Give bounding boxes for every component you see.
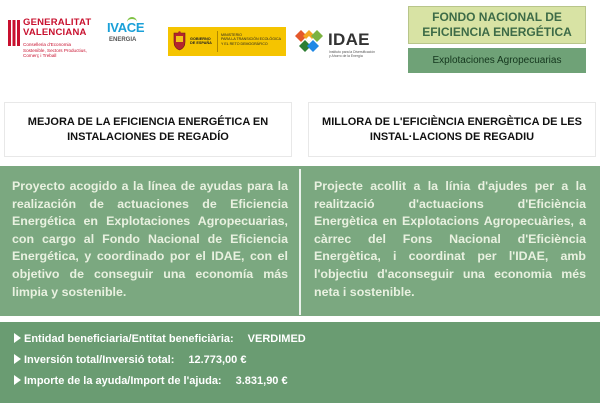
play-arrow-icon	[14, 375, 21, 385]
gva-subtitle	[23, 42, 113, 59]
title-va-line2: INSTAL·LACIONS DE REGADIU	[369, 130, 535, 143]
gobierno-divider	[217, 31, 218, 52]
beneficiary-label: Entidad beneficiaria/Entitat beneficiària:	[24, 333, 234, 345]
fund-subtitle-band: Explotaciones Agropecuarias	[408, 48, 586, 73]
fund-title-line1: FONDO NACIONAL DE	[432, 10, 562, 24]
coat-of-arms-icon	[172, 31, 187, 51]
gobierno-line1: GOBIERNO	[190, 37, 211, 41]
beneficiary-value: VERDIMED	[247, 333, 306, 345]
gobierno-espana-logo	[168, 27, 286, 56]
aid-value: 3.831,90 €	[235, 375, 288, 387]
gobierno-label	[190, 37, 212, 46]
idae-subtitle-line1: Instituto para la Diversificación	[329, 50, 375, 54]
ivace-name: IVACE	[107, 20, 145, 35]
ministerio-line1: MINISTERIO	[221, 33, 242, 37]
investment-row	[14, 353, 246, 367]
gva-subtitle-line3: Comerç i Treball	[23, 53, 57, 59]
gva-title-line1: GENERALITAT	[23, 17, 92, 28]
fund-title-box	[408, 6, 586, 44]
ivace-subtitle: ENERGIA	[109, 37, 137, 43]
ministerio-line2: PARA LA TRANSICIÓN ECOLÓGICA	[221, 37, 281, 42]
idae-name: IDAE	[328, 30, 370, 49]
play-arrow-icon	[14, 333, 21, 343]
gva-subtitle-line1: Conselleria d'Economia	[23, 42, 72, 47]
idae-subtitle-line2: y Ahorro de la Energía	[329, 54, 363, 58]
investment-value: 12.773,00 €	[188, 354, 247, 366]
gva-title-line2: VALENCIANA	[23, 27, 87, 38]
ministerio-label	[221, 33, 283, 46]
title-va-line1: MILLORA DE L'EFICIÈNCIA ENERGÈTICA DE LES	[322, 115, 582, 128]
idae-logo	[292, 26, 382, 60]
description-va: Projecte acollit a la línia d'ajudes per a la realització d'actuacions d'Eficiència Energètica en Explotacions Agropecuàries, a càrrec del Fons Nacional d'Eficiència Energètica, i coordinat per l'IDAE, amb l'objectiu d'aconseguir una economia més neta i sostenible.	[314, 179, 586, 299]
ministerio-line3: Y EL RETO DEMOGRÁFICO	[221, 41, 268, 46]
description-es: Proyecto acogido a la línea de ayudas para la realización de actuaciones de Eficiencia Energética en Explotaciones Agropecuarias, con cargo al Fondo Nacional de Eficiencia Energética, y coordinado por el IDAE, con el objetivo de conseguir una economía más limpia y sostenible.	[12, 179, 288, 299]
ivace-logo	[107, 20, 162, 50]
gva-title	[23, 18, 91, 38]
aid-label: Importe de la ayuda/Import de l'ajuda:	[24, 375, 222, 387]
title-es	[4, 102, 292, 157]
idae-diamond-icon	[292, 27, 326, 57]
title-row	[0, 98, 600, 158]
panel-divider	[299, 169, 301, 315]
play-arrow-icon	[14, 354, 21, 364]
investment-label: Inversión total/Inversió total:	[24, 354, 175, 366]
generalitat-valenciana-logo	[8, 18, 104, 68]
fund-title-line2: EFICIENCIA ENERGÉTICA	[422, 25, 572, 39]
generalitat-bars-icon	[8, 20, 20, 46]
gobierno-line2: DE ESPAÑA	[190, 41, 212, 46]
idae-subtitle	[329, 50, 379, 58]
beneficiary-row	[14, 332, 306, 346]
title-es-line1: MEJORA DE LA EFICIENCIA ENERGÉTICA EN	[27, 115, 269, 128]
title-va	[308, 102, 596, 157]
aid-row	[14, 374, 288, 388]
title-es-line2: INSTALACIONES DE REGADÍO	[67, 130, 229, 143]
gva-subtitle-line2: Sostenible, Sectors Productius,	[23, 47, 87, 53]
